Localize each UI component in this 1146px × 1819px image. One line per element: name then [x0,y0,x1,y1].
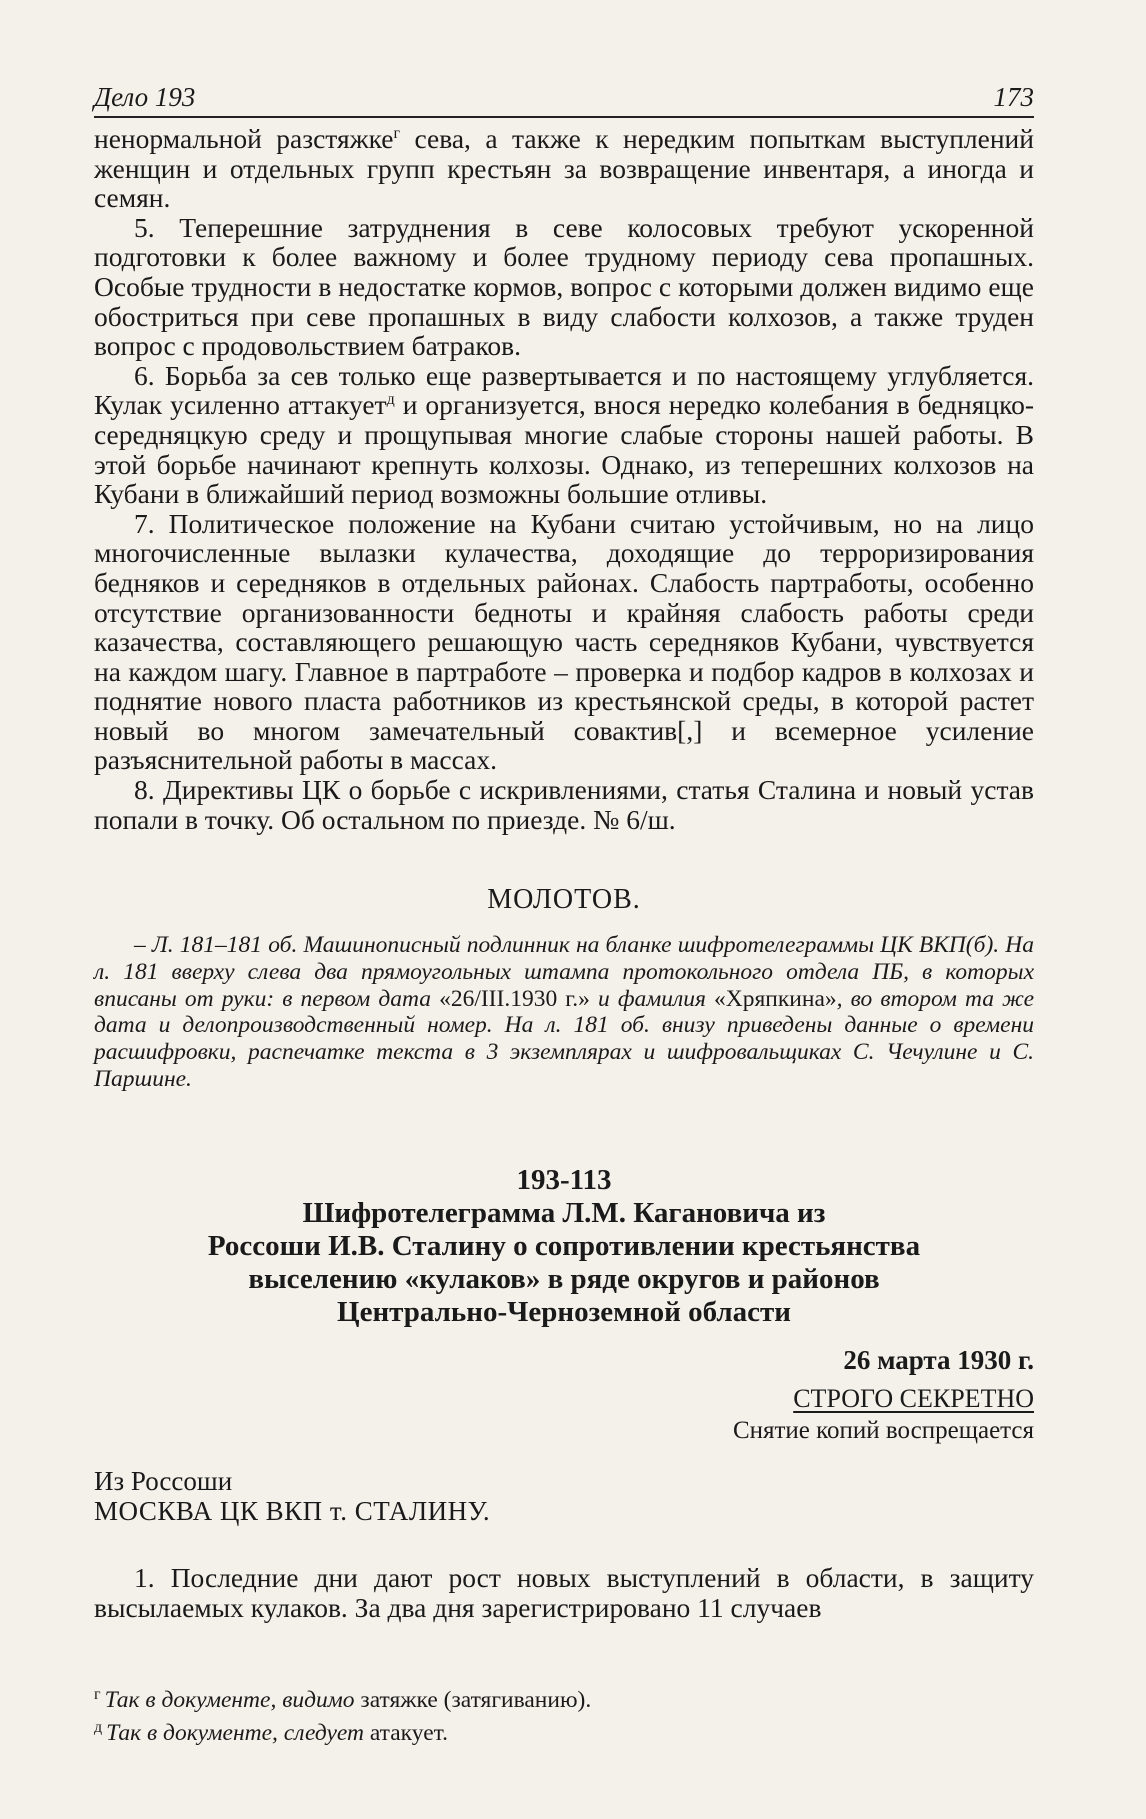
addressee: МОСКВА ЦК ВКП т. СТАЛИНУ. [94,1496,491,1526]
paragraph-8: 8. Директивы ЦК о борьбе с искривлениями, статья Сталина и новый устав попали в точку. Об остальном по приезде. № 6/ш. [94,774,1034,835]
document-number: 193-113 [516,1164,612,1196]
document-date: 26 марта 1930 г. [843,1345,1034,1375]
footnote-g: $^г$ Так в документе, видимо затяжке (затягиванию). [94,1686,592,1713]
footnote-ref-d: д [386,391,395,409]
document-title [94,1197,1034,1329]
title-line: Центрально-Черноземной области [337,1296,791,1328]
paragraph-7: 7. Политическое положение на Кубани считаю устойчивым, но на лицо многочисленные вылазки кулачества, доходящие до терроризирования бедняков и середняков в отдельных районах. Слабость партработы, особенно отсутствие организованности бедноты и крайняя слабость работы среди казачества, составляющего решающую часть середняков Кубани, чувствуется на каждом шагу. Главное в партработе – проверка и подбор кадров в колхозах и поднятие нового пласта работников из крестьянской среды, в которой растет новый во многом замечательный совактив[,] и всемерное усиление разъяснительной работы в массах. [94,507,1034,776]
footnote-d: $^д$ Так в документе, следует атакует. [94,1719,449,1746]
main-text [94,124,1034,834]
paragraph-5: 5. Теперешние затруднения в севе колосовых требуют ускоренной подготовки к более важному и более трудному периоду сева пропашных. Особые трудности в недостатке кормов, вопрос с которыми должен видимо еще обостриться при севе пропашных в виду слабости колхозов, а также труден вопрос с продовольствием батраков. [94,211,1034,362]
paragraph-6: 6. Борьба за сев только еще развертывается и по настоящему углубляется. Кулак усиленно аттакует$^д$ и организуется, внося нередко колебания в бедняцко-середняцкую среду и прощупывая многие слабые стороны нашей работы. В этой борьбе начинают крепнуть колхозы. Однако, из теперешних колхозов на Кубани в ближайший период возможны большие отливы. [94,359,1035,510]
title-line: Шифротелеграмма Л.М. Кагановича из [302,1197,826,1229]
paragraph-1: 1. Последние дни дают рост новых выступлений в области, в защиту высылаемых кулаков. За два дня зарегистрировано 11 случаев [94,1562,1034,1623]
paragraph-continuation: ненормальной разстяжке$^г$ сева, а также к нередким попыткам выступлений женщин и отдельных групп крестьян за возвращение инвентаря, а иногда и семян. [94,123,1034,214]
telegram-text [94,1563,1034,1622]
page-number: 173 [993,82,1034,112]
sender-location: Из Россоши [94,1466,233,1496]
archival-note: – Л. 181–181 об. Машинописный подлинник на бланке шифротелеграммы ЦК ВКП(б). На л. 181 вверху слева два прямоугольных штампа протокольного отдела ПБ, в которых вписаны от руки: в первом дата «26/III.1930 г.» и фамилия «Хряпкина», во втором та же дата и делопроизводственный номер. На л. 181 об. внизу приведены данные о времени расшифровки, распечатке текста в 3 экземплярах и шифровальщиках С. Чечулине и С. Паршине. [94,932,1035,1092]
running-header [94,78,1034,118]
header-case-label: Дело 193 [94,82,196,112]
classification-stamp: СТРОГО СЕКРЕТНО [793,1384,1034,1413]
copy-restriction: Снятие копий воспрещается [732,1417,1034,1444]
title-line: выселению «кулаков» в ряде округов и районов [248,1263,880,1295]
footnote-ref-g: г [393,125,401,142]
footnotes [94,1681,1034,1747]
signature: МОЛОТОВ. [487,884,641,915]
title-line: Россоши И.В. Сталину о сопротивлении крестьянства [207,1230,921,1262]
